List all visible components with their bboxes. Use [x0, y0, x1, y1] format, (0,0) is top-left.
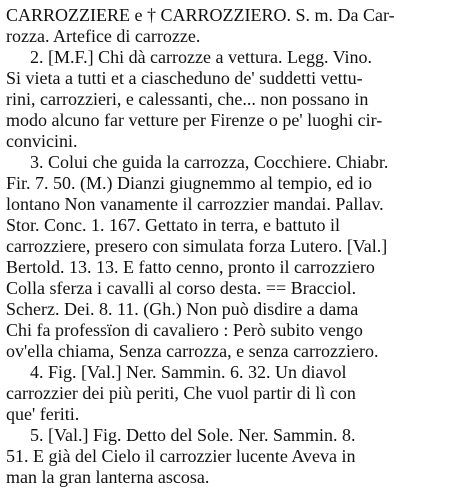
entry-line-4: Si vieta a tutti et a ciascheduno de' suddetti vettu- [6, 68, 363, 88]
entry-line-11: Stor. Conc. 1. 167. Gettato in terra, e battuto il [6, 215, 340, 235]
entry-line-23: man la gran lanterna ascosa. [6, 467, 210, 487]
entry-line-15: Scherz. Dei. 8. 11. (Gh.) Non può disdire a dama [6, 299, 359, 319]
entry-line-14: Colla sferza i cavalli al corso desta. == Bracciol. [6, 278, 357, 298]
entry-line-7: convicini. [6, 131, 78, 151]
entry-line-6: modo alcuno far vetture per Firenze o pe' luoghi cir- [6, 110, 383, 130]
entry-line-22: 51. E già del Cielo il carrozzier lucente Aveva in [6, 446, 356, 466]
entry-line-2: rozza. Artefice di carrozze. [6, 26, 201, 46]
entry-line-13: Bertold. 13. 13. E fatto cenno, pronto il carrozziero [6, 257, 375, 277]
entry-line-17: ov'ella chiama, Senza carrozza, e senza carrozziero. [6, 341, 379, 361]
entry-line-12: carrozziere, presero con simulata forza Lutero. [Val.] [6, 236, 388, 256]
entry-line-18: 4. Fig. [Val.] Ner. Sammin. 6. 32. Un diavol [30, 362, 347, 382]
entry-line-20: que' feriti. [6, 404, 80, 424]
entry-line-1: CARROZZIERE e † CARROZZIERO. S. m. Da Car- [6, 5, 395, 25]
entry-line-5: rini, carrozzieri, e calessanti, che... non possano in [6, 89, 369, 109]
entry-line-19: carrozzier dei più periti, Che vuol partir di lì con [6, 383, 356, 403]
entry-line-3: 2. [M.F.] Chi dà carrozze a vettura. Legg. Vino. [30, 47, 373, 67]
entry-line-10: lontano Non vanamente il carrozzier mandai. Pallav. [6, 194, 384, 214]
entry-line-21: 5. [Val.] Fig. Detto del Sole. Ner. Sammin. 8. [30, 425, 356, 445]
entry-line-9: Fir. 7. 50. (M.) Dianzi giugnemmo al tempio, ed io [6, 173, 372, 193]
entry-line-16: Chi fa professïon di cavaliero : Però subito vengo [6, 320, 363, 340]
entry-line-8: 3. Colui che guida la carrozza, Cocchiere. Chiabr. [30, 152, 389, 172]
